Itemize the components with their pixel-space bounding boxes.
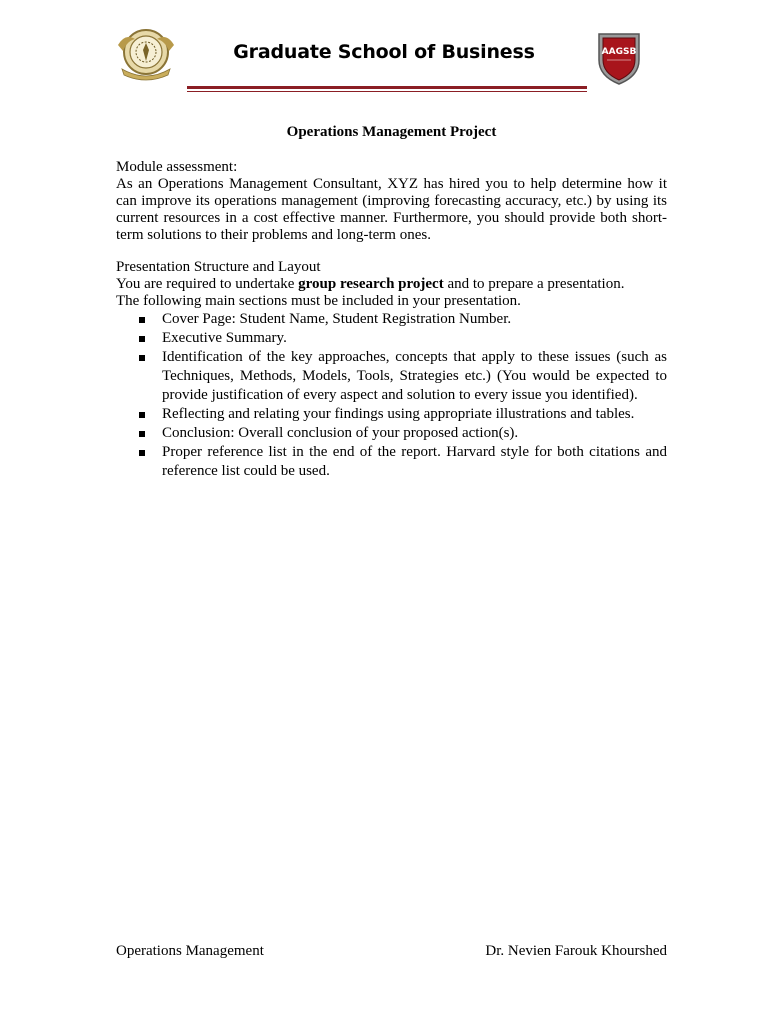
- list-item: [116, 348, 667, 405]
- list-item: [116, 424, 667, 443]
- bullet-icon: [139, 317, 145, 323]
- requirement-emphasis: group research project: [298, 276, 444, 292]
- list-item: [116, 310, 667, 329]
- module-heading: Module assessment:: [116, 159, 238, 175]
- bullet-icon: [139, 450, 145, 456]
- page-header: [0, 0, 768, 100]
- document-body: [116, 121, 667, 481]
- module-description: As an Operations Management Consultant, XYZ has hired you to help determine how it can improve its operations management (improving forecasting accuracy, etc.) by using its current resources in a cost effective manner. Furthermore, you should provide both short-term solutions to their problems and long-term ones.: [116, 176, 667, 243]
- list-item: [116, 443, 667, 481]
- list-item: [116, 405, 667, 424]
- bullet-icon: [139, 336, 145, 342]
- bullet-icon: [139, 431, 145, 437]
- list-item: [116, 329, 667, 348]
- sections-intro: The following main sections must be included in your presentation.: [116, 293, 521, 309]
- requirement-suffix: and to prepare a presentation.: [443, 276, 625, 292]
- bullet-icon: [139, 412, 145, 418]
- document-title: Operations Management Project: [286, 124, 497, 140]
- structure-heading: Presentation Structure and Layout: [116, 259, 321, 275]
- list-item-text: Proper reference list in the end of the report. Harvard style for both citations and reference list could be used.: [162, 444, 667, 479]
- badge-text: AAGSB: [601, 47, 637, 57]
- requirement-prefix: You are required to undertake: [116, 276, 299, 292]
- list-item-text: Identification of the key approaches, concepts that apply to these issues (such as Techniques, Methods, Models, Tools, Strategies etc.) (You would be expected to provide justification of every aspect and solution to every issue you identified).: [162, 349, 667, 403]
- aagsb-shield-logo: [595, 30, 643, 86]
- list-item-text: Executive Summary.: [162, 330, 287, 346]
- bullet-icon: [139, 355, 145, 361]
- required-sections-list: [116, 310, 667, 481]
- footer-author: Dr. Nevien Farouk Khourshed: [485, 943, 667, 959]
- requirement-statement: [116, 276, 667, 293]
- list-item-text: Conclusion: Overall conclusion of your proposed action(s).: [162, 425, 519, 441]
- header-rule-thin: [187, 91, 587, 92]
- list-item-text: Cover Page: Student Name, Student Registration Number.: [162, 311, 512, 327]
- school-title: Graduate School of Business: [233, 41, 535, 63]
- list-item-text: Reflecting and relating your findings using appropriate illustrations and tables.: [162, 406, 635, 422]
- header-rule-thick: [187, 86, 587, 89]
- footer-course-name: Operations Management: [116, 943, 264, 959]
